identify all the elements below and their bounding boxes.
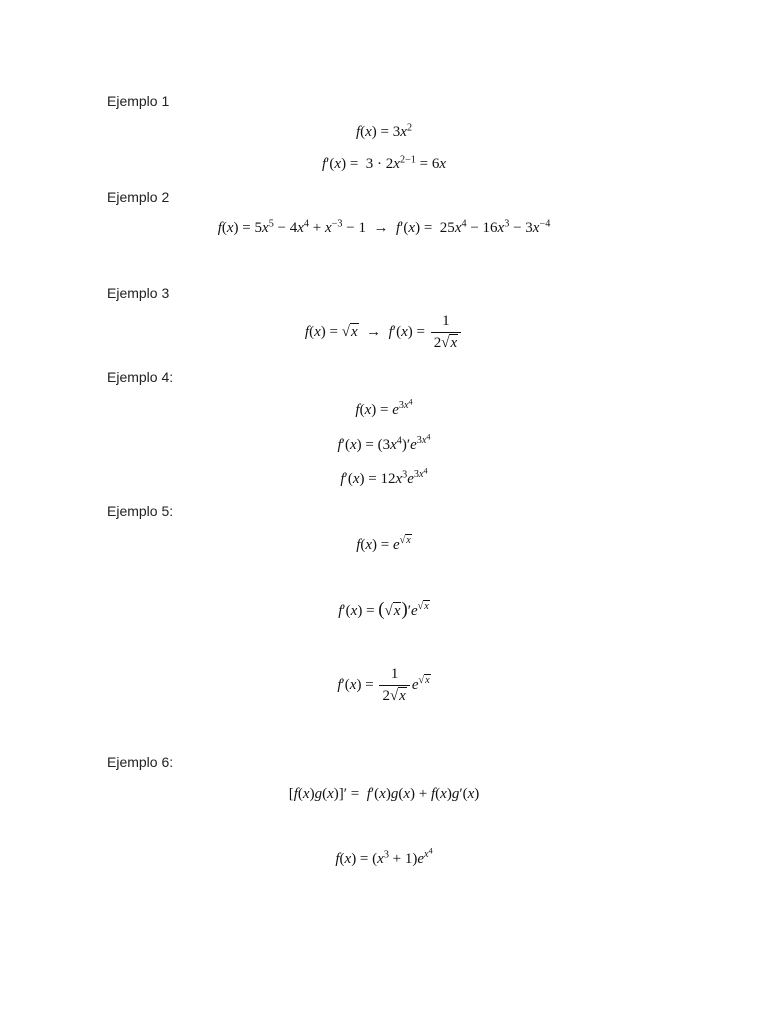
example-4-equation-2: $f'(x) = (3x^4)'e^{3x^4}$ [337,432,431,453]
example-1-equation-1: $f(x) = 3x^2$ [355,122,413,140]
example-4-equation-3: $f'(x) = 12x^3e^{3x^4}$ [340,466,428,487]
fraction: $\frac{1}{2√x}$ [431,313,461,352]
example-6-equation-2: $f(x) = (x^3 + 1)e^{x^4}$ [335,846,433,867]
example-1-equation-2: $f'(x) = 3 \cdot 2x^{2-1} = 6x$ [321,154,447,172]
example-2-title: Ejemplo 2 [107,189,170,205]
example-5-equation-2: $f'(x) = (√x)'e^{√x}$ [338,599,429,620]
fraction: $\frac{1}{2√x}$ [379,666,409,705]
example-6-equation-1: [f(x)g(x)]′ = f′(x)g(x) + f(x)g′(x) [288,786,480,802]
example-1-title: Ejemplo 1 [107,93,170,109]
example-4-equation-1: $f(x) = e^{3x^4}$ [355,397,413,418]
example-3-title: Ejemplo 3 [107,285,170,301]
example-5-equation-1: $f(x) = e^{√x}$ [356,535,411,553]
example-6-title: Ejemplo 6: [107,754,174,770]
sqrt-symbol: √x [341,323,358,340]
example-2-equation-1: $f(x) = 5x^5 - 4x^4 + x^{-3} - 1 \to f'(x) = 25x^4 - 16x^3 - 3x^{-4}$ [217,218,551,236]
example-5-title: Ejemplo 5: [107,503,174,519]
example-5-equation-3: f′(x) = $\frac{1}{2√x}$ $e^{√x}$ [337,666,430,704]
example-4-title: Ejemplo 4: [107,369,174,385]
example-3-equation-1: f(x) = √x → f′(x) = $\frac{1}{2√x}$ [0,313,768,352]
